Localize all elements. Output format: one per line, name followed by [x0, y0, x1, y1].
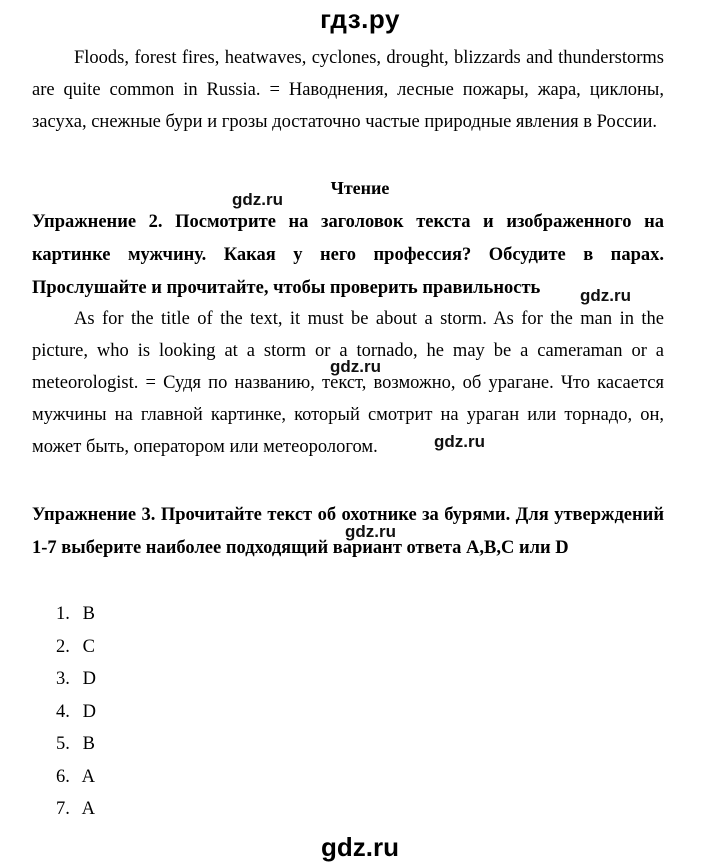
- answer-item: 1. B: [56, 604, 95, 624]
- exercise-3-task: Упражнение 3. Прочитайте текст об охотнике за бурями. Для утверждений 1-7 выберите наиболее подходящий вариант ответа A,B,C или D: [32, 505, 664, 558]
- answer-item: 2. C: [56, 636, 95, 657]
- site-header: гдз.ру: [320, 4, 400, 34]
- answer-item: 7. A: [56, 799, 95, 819]
- answer-item: 5. B: [56, 734, 95, 754]
- answer-item: 4. D: [56, 701, 96, 722]
- exercise-2-task: Упражнение 2. Посмотрите на заголовок текста и изображенного на картинке мужчину. Какая у него профессия? Обсудите в парах. Прослушайте и прочитайте, чтобы проверить правильность: [32, 212, 664, 298]
- site-footer: gdz.ru: [321, 832, 399, 862]
- exercise-2-answer: As for the title of the text, it must be about a storm. As for the man in the picture, who is looking at a storm or a tornado, he may be a cameraman or a meteorologist. = Судя по названию, текст, возможно, об урагане. Что касается мужчины на главной картинке, который смотрит на ураган или торнадо, он, может быть, оператором или метеорологом.: [32, 309, 664, 457]
- watermark: gdz.ru: [330, 357, 381, 376]
- section-heading: Чтение: [330, 178, 390, 198]
- intro-paragraph: Floods, forest fires, heatwaves, cyclones, drought, blizzards and thunderstorms are quite common in Russia. = Наводнения, лесные пожары, жара, циклоны, засуха, снежные бури и грозы достаточно частые природные явления в России.: [32, 48, 664, 132]
- answer-item: 3. D: [56, 669, 96, 689]
- watermark: gdz.ru: [232, 190, 283, 209]
- watermark: gdz.ru: [345, 522, 396, 541]
- exercise-3-answer-list: [56, 598, 96, 826]
- watermark: gdz.ru: [580, 286, 631, 305]
- answer-item: 6. A: [56, 766, 95, 787]
- watermark: gdz.ru: [434, 432, 485, 451]
